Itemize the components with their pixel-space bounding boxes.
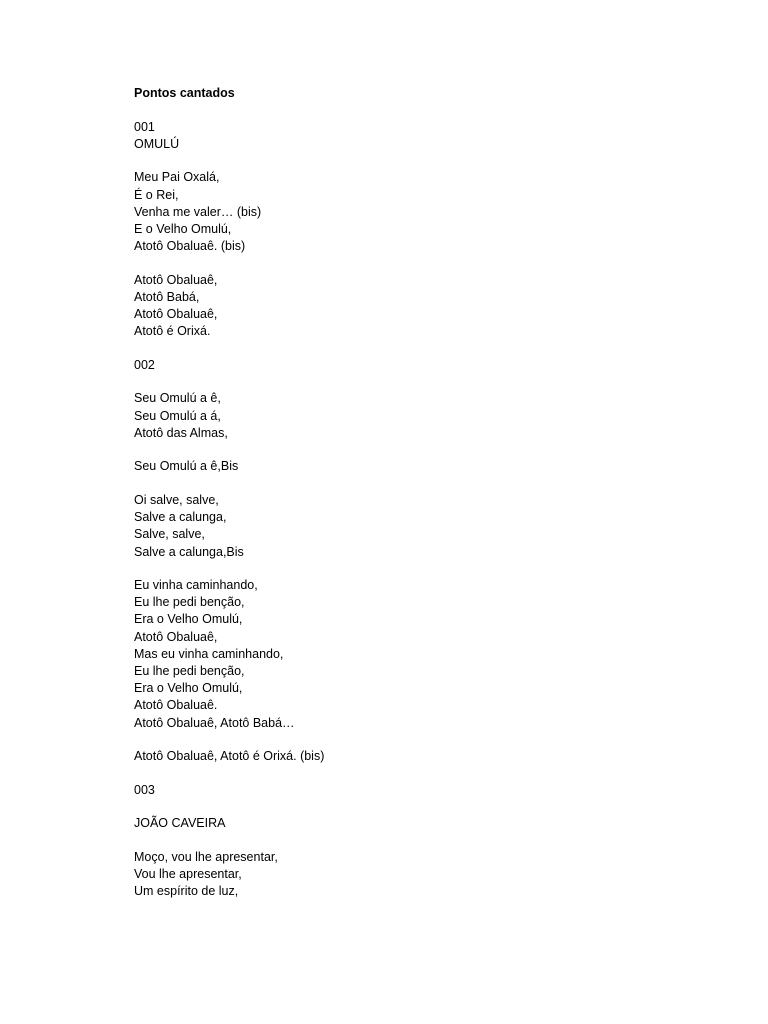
text-line: Moço, vou lhe apresentar,	[134, 849, 278, 864]
document-title: Pontos cantados	[134, 86, 235, 100]
document-page	[134, 85, 728, 900]
text-line: Um espírito de luz,	[134, 884, 239, 899]
text-line: Salve, salve,	[134, 527, 205, 542]
stanza-block	[134, 169, 728, 255]
text-line: Salve a calunga,	[134, 510, 227, 525]
text-line: Atotô Obaluaê,	[134, 272, 218, 287]
text-line: Meu Pai Oxalá,	[134, 170, 220, 185]
text-line: Vou lhe apresentar,	[134, 867, 242, 882]
text-line: Atotô Obaluaê.	[134, 698, 218, 713]
text-line: E o Velho Omulú,	[134, 221, 232, 236]
text-line: Eu lhe pedi benção,	[134, 595, 245, 610]
text-line: Seu Omulú a ê,Bis	[134, 459, 239, 474]
stanza-block	[134, 119, 728, 153]
text-line: Atotô Babá,	[134, 289, 200, 304]
text-line: Oi salve, salve,	[134, 492, 219, 507]
text-line: Atotô Obaluaê. (bis)	[134, 239, 246, 254]
text-line: É o Rei,	[134, 187, 179, 202]
text-line: JOÃO CAVEIRA	[134, 816, 226, 831]
text-line: Mas eu vinha caminhando,	[134, 646, 284, 661]
stanza-block	[134, 458, 728, 475]
text-line: 001	[134, 119, 155, 134]
text-line: Salve a calunga,Bis	[134, 544, 244, 559]
text-line: 002	[134, 357, 155, 372]
stanza-block	[134, 390, 728, 442]
text-line: Eu vinha caminhando,	[134, 578, 258, 593]
text-line: Venha me valer… (bis)	[134, 204, 262, 219]
text-line: Atotô Obaluaê, Atotô Babá…	[134, 715, 295, 730]
text-line: Seu Omulú a á,	[134, 408, 221, 423]
text-line: Era o Velho Omulú,	[134, 612, 243, 627]
text-line: Era o Velho Omulú,	[134, 681, 243, 696]
song-blocks	[134, 119, 728, 901]
stanza-block	[134, 782, 728, 799]
text-line: Eu lhe pedi benção,	[134, 664, 245, 679]
stanza-block	[134, 748, 728, 765]
stanza-block	[134, 492, 728, 561]
stanza-block	[134, 272, 728, 341]
stanza-block	[134, 357, 728, 374]
text-line: Atotô Obaluaê, Atotô é Orixá. (bis)	[134, 749, 325, 764]
text-line: Seu Omulú a ê,	[134, 391, 221, 406]
stanza-block	[134, 577, 728, 732]
text-line: Atotô Obaluaê,	[134, 629, 218, 644]
text-line: OMULÚ	[134, 136, 180, 151]
stanza-block	[134, 849, 728, 901]
text-line: Atotô é Orixá.	[134, 324, 211, 339]
stanza-block	[134, 815, 728, 832]
text-line: 003	[134, 782, 155, 797]
text-line: Atotô das Almas,	[134, 425, 228, 440]
text-line: Atotô Obaluaê,	[134, 307, 218, 322]
